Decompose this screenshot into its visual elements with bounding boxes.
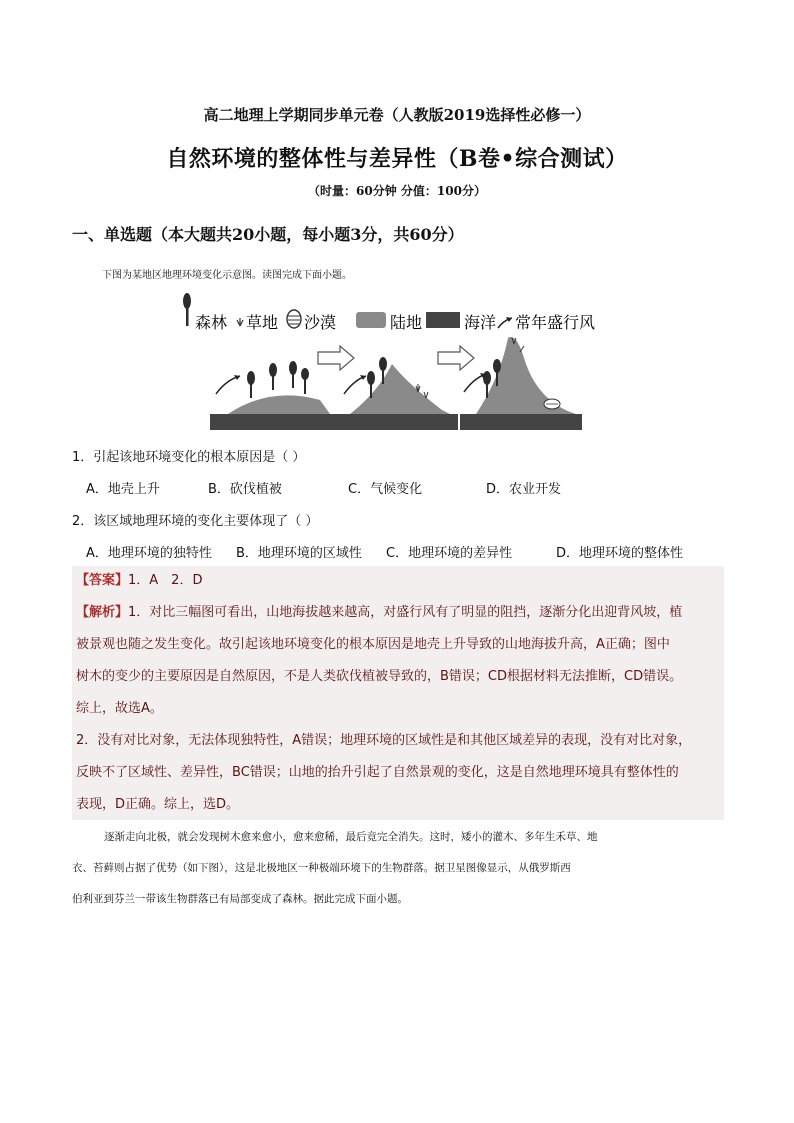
passage-2-line-3: 伯利亚到芬兰一带该生物群落已有局部变成了森林。据此完成下面小题。	[72, 893, 408, 905]
exam-title: 自然环境的整体性与差异性（B卷•综合测试）	[166, 146, 628, 172]
answer-text: 1．A 2．D	[128, 573, 203, 588]
q1-option-c[interactable]: C．气候变化	[348, 482, 423, 497]
tree-icon	[183, 293, 191, 326]
legend-desert	[287, 310, 336, 332]
analysis-line-5: 2．没有对比对象，无法体现独特性，A错误；地理环境的区域性是和其他区域差异的表现，没有对比对象，	[76, 733, 692, 748]
legend-forest	[183, 293, 227, 332]
stage-arrow-1	[318, 346, 354, 370]
ocean-swatch	[426, 312, 460, 328]
legend-label-desert: 沙漠	[304, 313, 337, 332]
q1-option-b[interactable]: B．砍伐植被	[208, 482, 282, 497]
passage-2-line-2: 衣、苔藓则占据了优势（如下图），这是北极地区一种极端环境下的生物群落。据卫星图像显示，从俄罗斯西	[72, 862, 571, 874]
desert-icon	[287, 310, 301, 328]
legend-grass	[237, 313, 278, 332]
landscape-diagram	[180, 288, 610, 436]
legend-label-forest: 森林	[195, 313, 228, 332]
grass-icon	[237, 318, 243, 326]
q2-option-b[interactable]: B．地理环境的区域性	[236, 546, 362, 561]
land-swatch	[356, 312, 386, 328]
panel-stage-3	[460, 337, 582, 430]
passage-2-line-1: 逐渐走向北极，就会发现树木愈来愈小，愈来愈稀，最后竟完全消失。这时，矮小的灌木、多年生禾草、地	[104, 831, 598, 843]
q1-option-a[interactable]: A．地壳上升	[86, 482, 160, 497]
analysis-line-2: 被景观也随之发生变化。故引起该地环境变化的根本原因是地壳上升导致的山地海拔升高，A正确；图中	[76, 637, 670, 652]
answer-line	[76, 571, 202, 591]
legend-land	[356, 312, 422, 332]
q1-option-d[interactable]: D．农业开发	[486, 482, 562, 497]
legend-label-ocean: 海洋	[464, 313, 497, 332]
exam-meta: （时量：60分钟 分值：100分）	[308, 184, 486, 198]
question-1: 1．引起该地环境变化的根本原因是（ ）	[72, 450, 306, 465]
section-heading: 一、单选题（本大题共20小题，每小题3分，共60分）	[72, 225, 464, 244]
legend-label-wind: 常年盛行风	[515, 313, 596, 332]
answer-tag: 【答案】	[76, 573, 129, 588]
q2-option-a[interactable]: A．地理环境的独特性	[86, 546, 212, 561]
panel-stage-1	[210, 361, 340, 430]
analysis-line-7: 表现，D正确。综上，选D。	[76, 797, 240, 812]
analysis-text-1: 1．对比三幅图可看出，山地海拔越来越高，对盛行风有了明显的阻挡，逐渐分化出迎背风坡，植	[128, 605, 683, 620]
legend-wind	[498, 313, 595, 332]
figure-intro: 下图为某地区地理环境变化示意图。读图完成下面小题。	[102, 270, 352, 281]
analysis-tag: 【解析】	[76, 605, 129, 620]
analysis-line-6: 反映不了区域性、差异性，BC错误；山地的抬升引起了自然景观的变化，这是自然地理环境具有整体性的	[76, 765, 679, 780]
q2-option-c[interactable]: C．地理环境的差异性	[386, 546, 513, 561]
analysis-line-4: 综上，故选A。	[76, 701, 163, 716]
panel-stage-2	[340, 357, 458, 430]
legend-ocean	[426, 312, 496, 332]
exam-subtitle: 高二地理上学期同步单元卷（人教版2019选择性必修一）	[203, 106, 591, 124]
landscape-figure	[180, 288, 610, 436]
question-2: 2．该区域地理环境的变化主要体现了（ ）	[72, 514, 319, 529]
analysis-line-1	[76, 603, 726, 623]
legend-label-land: 陆地	[390, 313, 423, 332]
legend-label-grass: 草地	[246, 313, 279, 332]
q2-option-d[interactable]: D．地理环境的整体性	[556, 546, 684, 561]
stage-arrow-2	[438, 346, 474, 370]
analysis-line-3: 树木的变少的主要原因是自然原因，不是人类砍伐植被导致的，B错误；CD根据材料无法推断，CD错误。	[76, 669, 683, 684]
